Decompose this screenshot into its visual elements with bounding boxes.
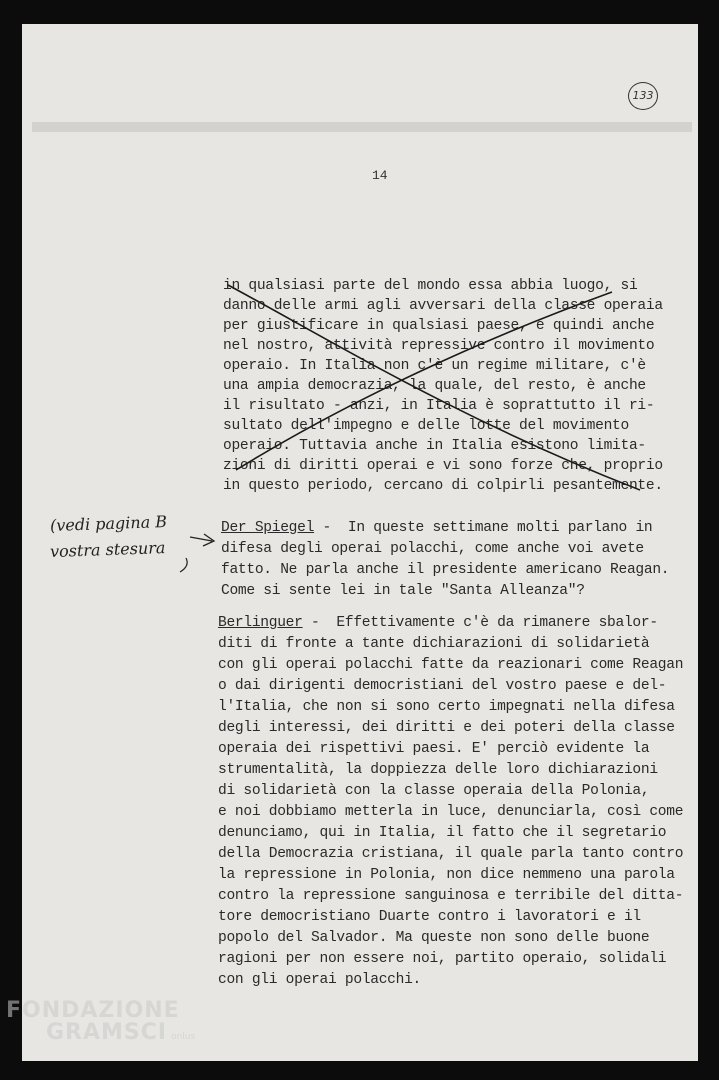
text-line: danno delle armi agli avversari della classe operaia xyxy=(223,298,663,314)
text-line: il risultato - anzi, in Italia è soprattutto il ri- xyxy=(223,398,655,414)
text-line: operaio. Tuttavia anche in Italia esistono limita- xyxy=(223,438,646,454)
scan-smudge xyxy=(32,122,692,132)
text-line: e noi dobbiamo metterla in luce, denunciarla, così come xyxy=(218,804,684,820)
text-line: degli interessi, dei diritti e dei poteri della classe xyxy=(218,720,675,736)
text-line: operaio. In Italia non c'è un regime militare, c'è xyxy=(223,358,646,374)
text-line: di solidarietà con la classe operaia della Polonia, xyxy=(218,783,650,799)
text-line: in qualsiasi parte del mondo essa abbia luogo, si xyxy=(223,278,638,294)
text-line: denunciamo, qui in Italia, il fatto che il segretario xyxy=(218,825,667,841)
text-line: l'Italia, che non si sono certo impegnati nella difesa xyxy=(218,699,675,715)
text-line: ragioni per non essere noi, partito operaio, solidali xyxy=(218,951,667,967)
speaker-berlinguer: Berlinguer xyxy=(218,615,303,631)
text-line: popolo del Salvador. Ma queste non sono delle buone xyxy=(218,930,650,946)
text-line: nel nostro, attività repressive contro il movimento xyxy=(223,338,655,354)
text-line: contro la repressione sanguinosa e terribile del ditta- xyxy=(218,888,684,904)
margin-note-line: (vedi pagina B xyxy=(49,511,168,536)
logo-line: GRAMSCI xyxy=(46,1020,168,1045)
text-line: la repressione in Polonia, non dice nemmeno una parola xyxy=(218,867,675,883)
text-line: strumentalità, la doppiezza delle loro dichiarazioni xyxy=(218,762,658,778)
text-line: fatto. Ne parla anche il presidente americano Reagan. xyxy=(221,562,670,578)
text-line: in questo periodo, cercano di colpirli pesantemente. xyxy=(223,478,663,494)
text-line: difesa degli operai polacchi, come anche voi avete xyxy=(221,541,644,557)
text-line: Come si sente lei in tale "Santa Alleanza"? xyxy=(221,583,585,599)
text-line: operaia dei rispettivi paesi. E' perciò evidente la xyxy=(218,741,650,757)
text-line: diti di fronte a tante dichiarazioni di solidarietà xyxy=(218,636,650,652)
folio-stamp: 133 xyxy=(628,82,658,110)
text-line: per giustificare in qualsiasi paese, e quindi anche xyxy=(223,318,655,334)
text-line: tore democristiano Duarte contro i lavoratori e il xyxy=(218,909,641,925)
page-number: 14 xyxy=(372,168,388,183)
logo-line: FONDAZIONE xyxy=(6,998,180,1023)
logo-suffix: onlus xyxy=(171,1032,196,1042)
text-line: una ampia democrazia, la quale, del resto, è anche xyxy=(223,378,646,394)
margin-note-line: vostra stesura xyxy=(49,537,166,562)
text-line: della Democrazia cristiana, il quale parla tanto contro xyxy=(218,846,684,862)
question-text: - In queste settimane molti parlano in xyxy=(314,520,653,536)
answer-line xyxy=(218,615,658,631)
fondazione-gramsci-logo xyxy=(6,1000,195,1048)
text-line: con gli operai polacchi. xyxy=(218,972,421,988)
text-line: sultato dell'impegno e delle lotte del movimento xyxy=(223,418,629,434)
text-line: zioni di diritti operai e vi sono forze che, proprio xyxy=(223,458,663,474)
text-line: o dai dirigenti democristiani del vostro paese e del- xyxy=(218,678,667,694)
question-line xyxy=(221,520,652,536)
text-line: con gli operai polacchi fatte da reazionari come Reagan xyxy=(218,657,684,673)
speaker-der-spiegel: Der Spiegel xyxy=(221,520,315,536)
answer-text: - Effettivamente c'è da rimanere sbalor- xyxy=(302,615,658,631)
